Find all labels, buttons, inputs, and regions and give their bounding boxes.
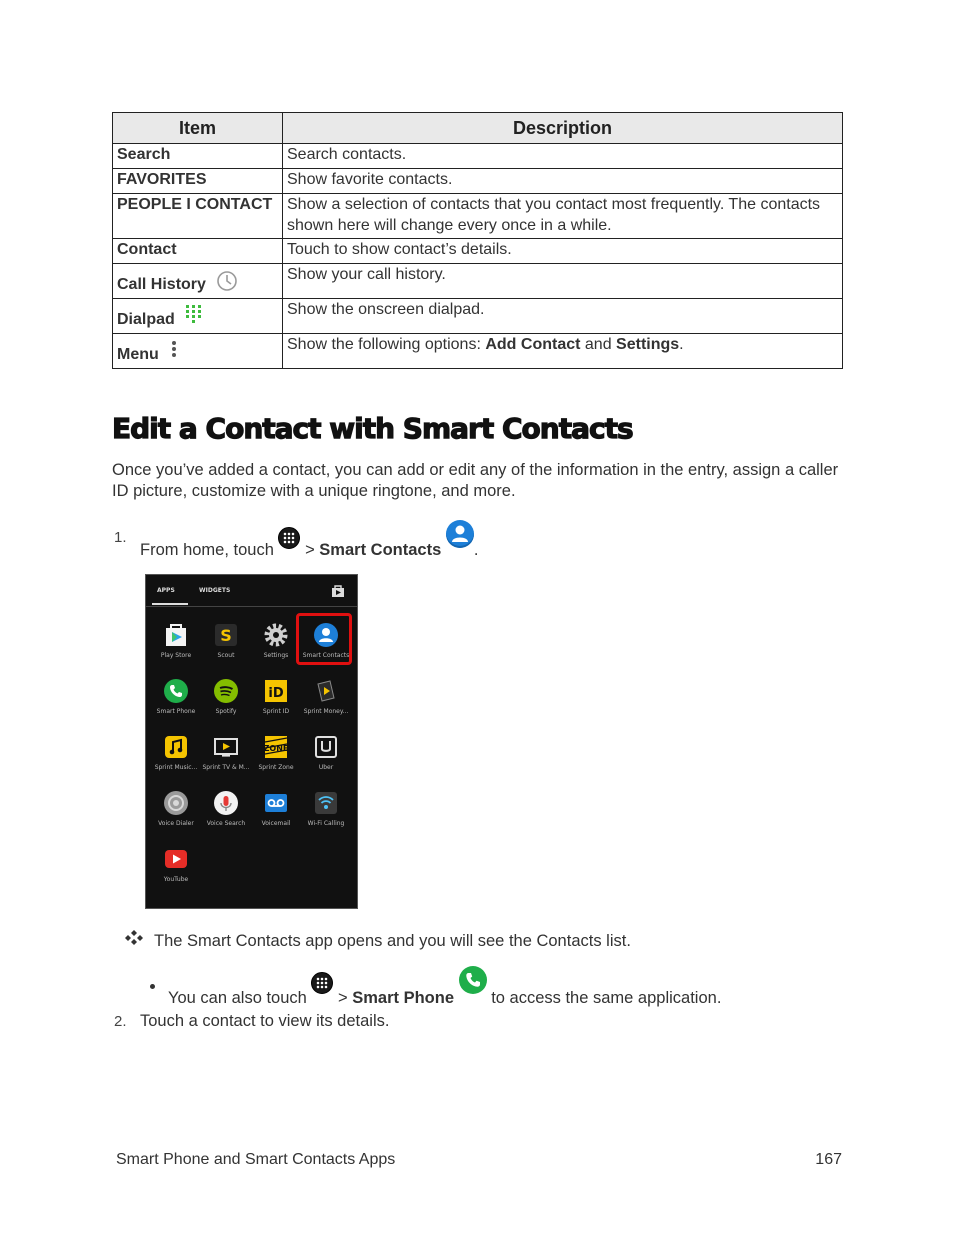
active-tab-indicator: [152, 603, 188, 605]
bullet-alternative: [168, 966, 722, 1007]
tab-divider: [146, 606, 357, 607]
app-sprint-tv[interactable]: [201, 734, 251, 771]
app-label: Scout: [217, 652, 235, 659]
step-1-prefix: From home, touch: [140, 541, 279, 559]
tab-apps: APPS: [157, 587, 175, 594]
bullet-suffix: to access the same application.: [486, 989, 722, 1007]
app-uber[interactable]: [301, 734, 351, 771]
app-label: Play Store: [160, 652, 192, 659]
table-cell-item: Contact: [113, 239, 283, 264]
table-header-item: Item: [113, 113, 283, 144]
page-number: 167: [815, 1151, 842, 1168]
app-label: Settings: [263, 652, 289, 659]
table-cell-item: FAVORITES: [113, 169, 283, 194]
table-cell-description: Show favorite contacts.: [283, 169, 843, 194]
table-header-description: Description: [283, 113, 843, 144]
phone-icon: [163, 678, 189, 704]
smart-contacts-icon: [446, 520, 474, 548]
table-row: [113, 334, 843, 369]
app-label: Smart Contacts: [302, 652, 350, 659]
scout-icon: [213, 622, 239, 648]
clock-icon: [216, 270, 238, 292]
table-cell-description: Show your call history.: [283, 264, 843, 299]
app-voicemail[interactable]: [251, 790, 301, 827]
table-cell-description: Touch to show contact’s details.: [283, 239, 843, 264]
app-label: Sprint Music...: [154, 764, 198, 771]
wifi-calling-icon: [313, 790, 339, 816]
table-cell-description: Show the onscreen dialpad.: [283, 299, 843, 334]
app-label: YouTube: [163, 876, 189, 883]
music-note-icon: [163, 734, 189, 760]
table-row: [113, 144, 843, 169]
table-cell-item: [113, 299, 283, 334]
table-row: [113, 264, 843, 299]
overflow-menu-icon: [169, 339, 179, 361]
smart-phone-text: Smart Phone: [352, 989, 455, 1007]
menu-desc-prefix: Show the following options:: [287, 336, 486, 353]
step-1: [140, 520, 479, 559]
sprint-zone-icon: [263, 734, 289, 760]
app-label: Voice Search: [206, 820, 246, 827]
table-cell-description: [283, 334, 843, 369]
uber-icon: [313, 734, 339, 760]
intro-paragraph: Once you’ve added a contact, you can add or edit any of the information in the entry, assign a caller ID picture, customize with a unique ringtone, and more.: [112, 461, 839, 500]
app-smart-phone[interactable]: [151, 678, 201, 715]
table-cell-description: Show a selection of contacts that you contact most frequently. The contacts shown here will change every once in a while.: [283, 194, 843, 239]
app-label: Uber: [318, 764, 334, 771]
result-text: The Smart Contacts app opens and you will see the Contacts list.: [154, 932, 631, 950]
app-label: Spotify: [215, 708, 237, 715]
tab-widgets: WIDGETS: [199, 587, 231, 594]
table-cell-item: PEOPLE I CONTACT: [113, 194, 283, 239]
app-label: Sprint Money...: [303, 708, 349, 715]
apps-icon: [278, 527, 300, 549]
dialpad-icon: [185, 304, 203, 326]
app-sprint-money[interactable]: [301, 678, 351, 715]
svg-text:S: S: [220, 626, 232, 645]
app-sprint-music[interactable]: [151, 734, 201, 771]
smart-phone-icon: [459, 966, 487, 994]
app-label: Voicemail: [261, 820, 291, 827]
bullet-prefix: You can also touch: [168, 989, 312, 1007]
svg-text:ZONE: ZONE: [263, 744, 289, 753]
bullet-separator: >: [333, 989, 353, 1007]
table-cell-description: Search contacts.: [283, 144, 843, 169]
sprint-money-icon: [313, 678, 339, 704]
app-label: Sprint ID: [262, 708, 290, 715]
app-label: Sprint TV & M...: [202, 764, 250, 771]
step-2: Touch a contact to view its details.: [140, 1012, 390, 1030]
table-cell-item: [113, 334, 283, 369]
microphone-icon: [213, 790, 239, 816]
step-1-separator: >: [300, 541, 320, 559]
bullet-dot: [150, 984, 155, 989]
step-number: 1.: [114, 529, 127, 546]
section-title: Edit a Contact with Smart Contacts: [112, 412, 633, 445]
app-wifi-calling[interactable]: [301, 790, 351, 827]
store-bag-icon: [331, 584, 345, 598]
table-cell-item: Search: [113, 144, 283, 169]
menu-desc-suffix: .: [679, 336, 684, 353]
highlight-box: [296, 613, 352, 665]
play-store-icon: [163, 622, 189, 648]
table-header-row: [113, 113, 843, 144]
dialpad-label: Dialpad: [117, 311, 175, 328]
app-drawer-screenshot: [145, 574, 358, 909]
app-voice-search[interactable]: [201, 790, 251, 827]
app-scout[interactable]: [201, 622, 251, 659]
table-row: [113, 239, 843, 264]
spotify-icon: [213, 678, 239, 704]
app-sprint-zone[interactable]: [251, 734, 301, 771]
app-label: Voice Dialer: [158, 820, 194, 827]
apps-icon: [311, 972, 333, 994]
table-row: [113, 169, 843, 194]
app-settings[interactable]: [251, 622, 301, 659]
menu-label: Menu: [117, 346, 159, 363]
table-row: [113, 299, 843, 334]
smart-contacts-text: Smart Contacts: [319, 541, 442, 559]
app-spotify[interactable]: [201, 678, 251, 715]
app-youtube[interactable]: [151, 846, 201, 883]
voicemail-icon: [263, 790, 289, 816]
app-label: Sprint Zone: [258, 764, 294, 771]
sprint-id-icon: [263, 678, 289, 704]
items-table: [112, 112, 843, 369]
app-label: Wi-Fi Calling: [307, 820, 345, 827]
footer-chapter: Smart Phone and Smart Contacts Apps: [116, 1151, 396, 1168]
step-number: 2.: [114, 1013, 127, 1030]
svg-text:iD: iD: [268, 686, 284, 701]
settings-text: Settings: [616, 336, 680, 353]
tv-icon: [213, 734, 239, 760]
app-drawer-tabs: [146, 575, 357, 607]
table-cell-item: [113, 264, 283, 299]
gear-icon: [263, 622, 289, 648]
voice-dialer-icon: [163, 790, 189, 816]
app-sprint-id[interactable]: [251, 678, 301, 715]
app-play-store[interactable]: [151, 622, 201, 659]
app-voice-dialer[interactable]: [151, 790, 201, 827]
call-history-label: Call History: [117, 276, 206, 293]
diamond-bullet-icon: [124, 930, 144, 946]
menu-desc-mid: and: [580, 336, 617, 353]
app-label: Smart Phone: [156, 708, 196, 715]
table-row: [113, 194, 843, 239]
step-1-suffix: .: [473, 541, 479, 559]
add-contact-text: Add Contact: [485, 336, 581, 353]
youtube-icon: [163, 846, 189, 872]
